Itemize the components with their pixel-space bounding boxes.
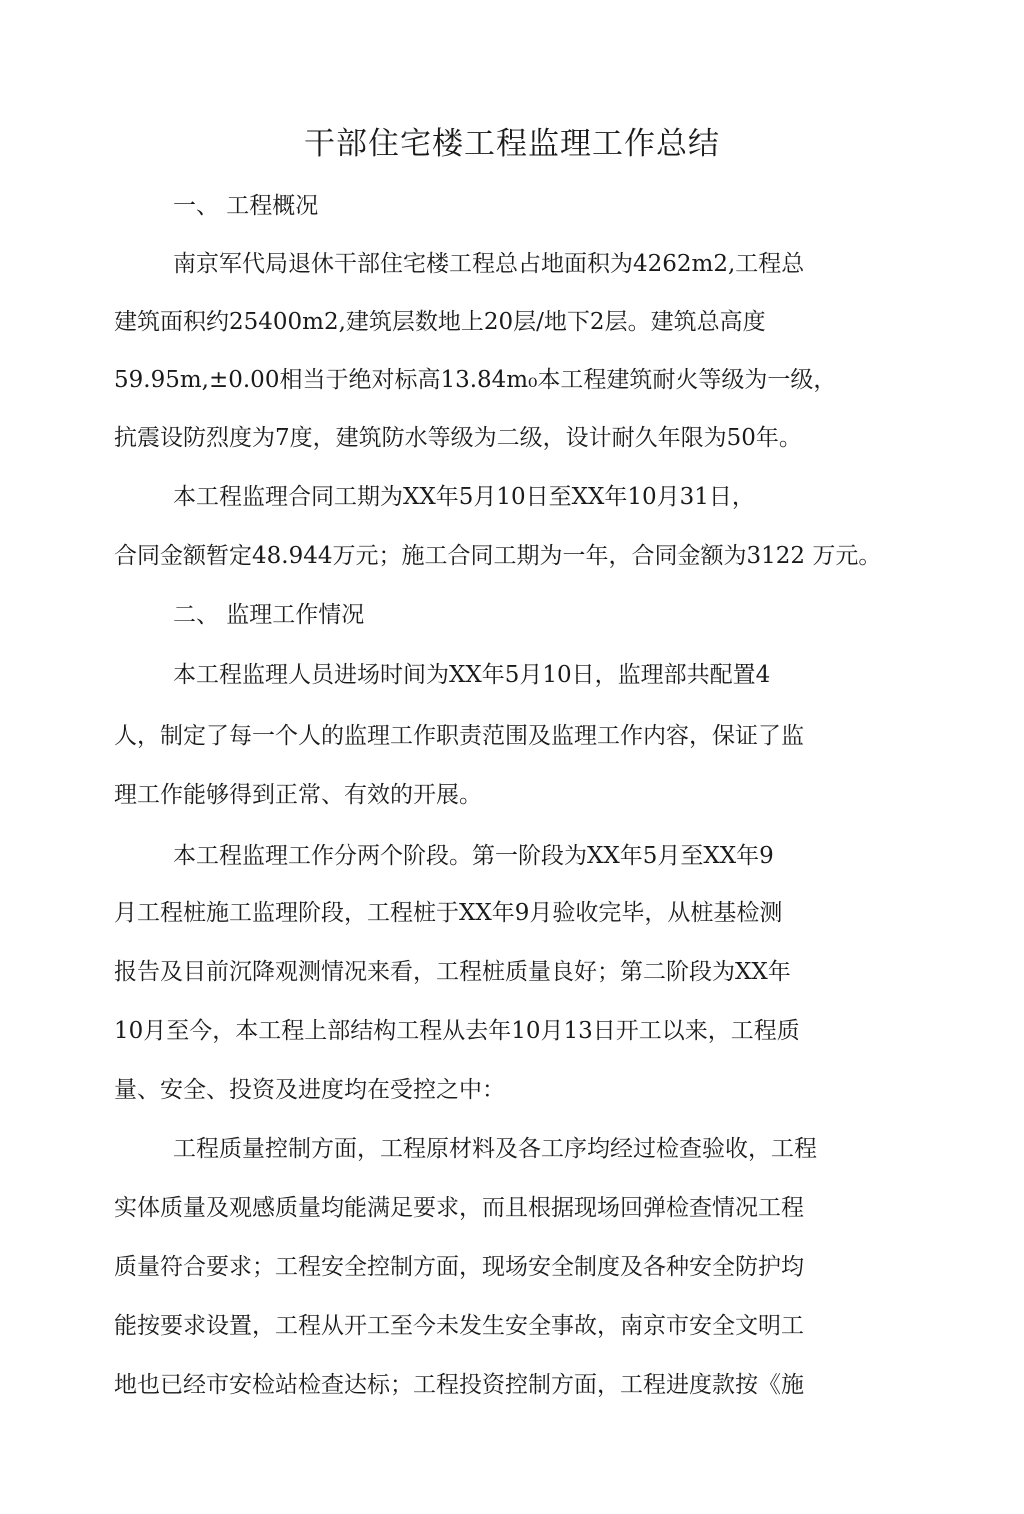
paragraph-line: 质量符合要求；工程安全控制方面，现场安全制度及各种安全防护均: [114, 1254, 804, 1280]
paragraph-line: 能按要求设置，工程从开工至今未发生安全事故，南京市安全文明工: [114, 1313, 804, 1339]
document-title: 干部住宅楼工程监理工作总结: [304, 126, 720, 162]
paragraph-line: 建筑面积约25400m2,建筑层数地上20层/地下2层。建筑总高度: [114, 309, 766, 335]
paragraph-line: 量、安全、投资及进度均在受控之中：: [114, 1077, 505, 1103]
paragraph-line: 南京军代局退休干部住宅楼工程总占地面积为4262m2,工程总: [173, 251, 805, 277]
paragraph-line: 本工程监理工作分两个阶段。第一阶段为XX年5月至XX年9: [173, 843, 774, 869]
paragraph-line: 合同金额暂定48.944万元；施工合同工期为一年，合同金额为3122 万元。: [114, 543, 882, 569]
section-heading-supervision: 二、 监理工作情况: [173, 602, 365, 628]
paragraph-line: 本工程监理人员进场时间为XX年5月10日，监理部共配置4: [173, 662, 771, 688]
paragraph-line: 59.95m,±0.00相当于绝对标高13.84m₀本工程建筑耐火等级为一级，: [114, 367, 837, 393]
paragraph-line: 10月至今，本工程上部结构工程从去年10月13日开工以来，工程质: [114, 1018, 800, 1044]
paragraph-line: 报告及目前沉降观测情况来看，工程桩质量良好；第二阶段为XX年: [114, 959, 791, 985]
paragraph-line: 人，制定了每一个人的监理工作职责范围及监理工作内容，保证了监: [114, 723, 804, 749]
section-heading-overview: 一、 工程概况: [173, 193, 319, 219]
paragraph-line: 地也已经市安检站检查达标；工程投资控制方面，工程进度款按《施: [114, 1372, 804, 1398]
paragraph-line: 理工作能够得到正常、有效的开展。: [114, 782, 482, 808]
paragraph-line: 抗震设防烈度为7度，建筑防水等级为二级，设计耐久年限为50年。: [114, 425, 802, 451]
paragraph-line: 月工程桩施工监理阶段，工程桩于XX年9月验收完毕，从桩基检测: [114, 900, 783, 926]
paragraph-line: 工程质量控制方面，工程原材料及各工序均经过检查验收，工程: [173, 1136, 817, 1162]
paragraph-line: 实体质量及观感质量均能满足要求，而且根据现场回弹检查情况工程: [114, 1195, 804, 1221]
paragraph-line: 本工程监理合同工期为XX年5月10日至XX年10月31日，: [173, 484, 755, 510]
